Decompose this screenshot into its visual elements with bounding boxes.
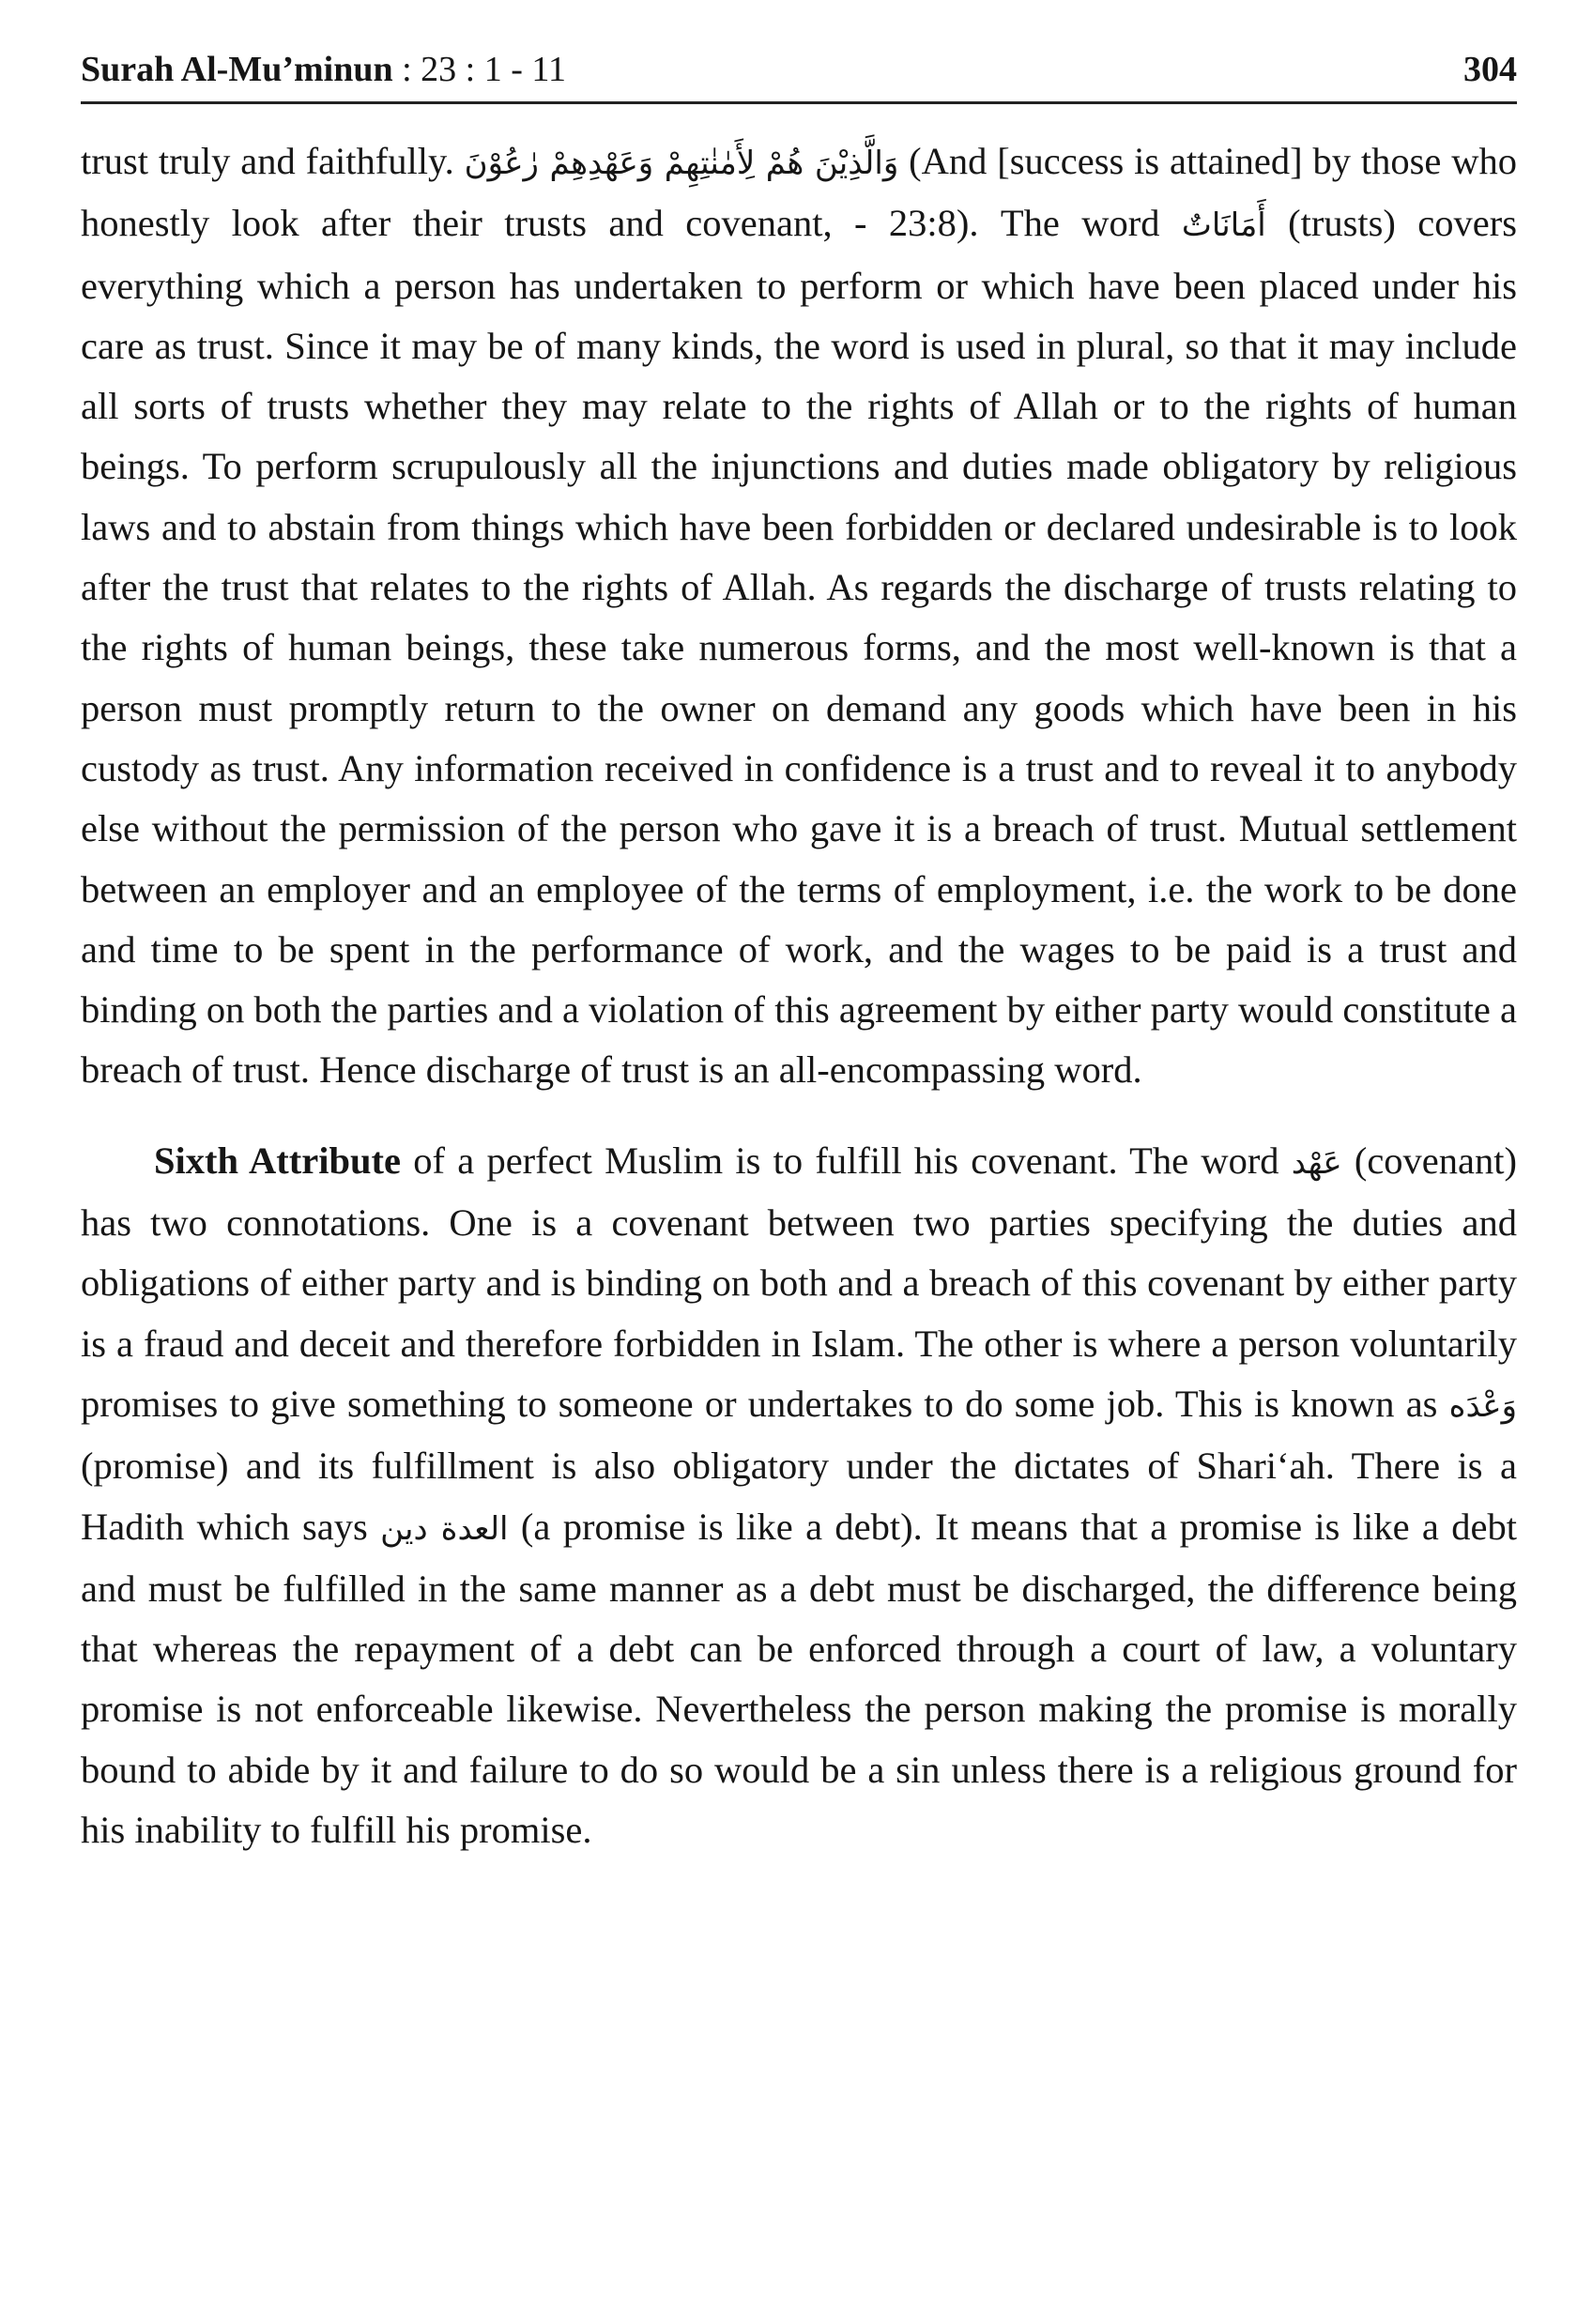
text-segment: (a promise is like a debt). It means that a promise is like a debt and must be fulfilled in the same manner as a debt must be discharged, the difference being that whereas the repayment of a debt can be enforced through a court of law, a voluntary promise is not enforceable likewise. Nevertheless the person making the promise is morally bound to abide by it and failure to do so would be a sin unless there is a religious ground for his inability to fulfill his promise. xyxy=(81,1505,1518,1852)
page-header xyxy=(81,41,1517,99)
body-text xyxy=(81,131,1517,1860)
arabic-word-covenant: عَهْد xyxy=(1291,1143,1342,1182)
text-segment: (trusts) covers everything which a person has undertaken to perform or which have been placed under his care as trust. Since it may be of many kinds, the word is used in plural, so that it may include all sorts of trusts whether they may relate to the rights of Allah or to the rights of human beings. To perform scrupulously all the injunctions and duties made obligatory by religious laws and to abstain from things which have been forbidden or declared undesirable is to look after the trust that relates to the rights of Allah. As regards the discharge of trusts relating to the rights of human beings, these take numerous forms, and the most well-known is that a person must promptly return to the owner on demand any goods which have been in his custody as trust. Any information received in confidence is a trust and to reveal it to anybody else without the permission of the person who gave it is a breach of trust. Mutual settlement between an employer and an employee of the terms of employment, i.e. the work to be done and time to be spent in the performance of work, and the wages to be paid is a trust and binding on both the parties and a violation of this agreement by either party would constitute a breach of trust. Hence discharge of trust is an all-encompassing word. xyxy=(81,202,1518,1092)
text-segment: trust truly and faithfully. xyxy=(81,140,465,182)
page-number: 304 xyxy=(1463,50,1517,89)
header-divider xyxy=(81,101,1517,104)
arabic-word-promise: وَعْدَه xyxy=(1448,1386,1517,1425)
verse-reference: : 23 : 1 - 11 xyxy=(392,50,566,89)
section-lead: Sixth Attribute xyxy=(154,1139,402,1182)
arabic-word-trusts: أَمَانَاتٌ xyxy=(1181,206,1266,245)
text-segment: (covenant) has two connotations. One is a covenant between two parties specifying the duties and obligations of either party and is binding on both and a breach of this covenant by either party is a fraud and deceit and therefore forbidden in Islam. The other is where a person voluntarily promises to give something to someone or undertakes to do some job. This is known as xyxy=(81,1139,1518,1425)
arabic-verse: وَالَّذِيْنَ هُمْ لِأَمٰنٰتِهِمْ وَعَهْدِهِمْ رٰعُوْنَ xyxy=(464,145,899,182)
text-segment: (promise) and its fulfillment is also obligatory under the dictates of Shari‘ah. There is a Hadith which says xyxy=(81,1445,1517,1548)
paragraph-trusts xyxy=(81,131,1517,1101)
running-head xyxy=(81,47,566,92)
arabic-hadith: العدة دين xyxy=(380,1509,509,1548)
surah-title: Surah Al-Mu’minun xyxy=(81,50,393,89)
text-segment: of a perfect Muslim is to fulfill his covenant. The word xyxy=(401,1139,1292,1182)
paragraph-sixth-attribute xyxy=(81,1131,1517,1861)
text-segment: (And [success is attained] by those who honestly look after their trusts and covenant, - 23:8). The word xyxy=(81,140,1517,245)
